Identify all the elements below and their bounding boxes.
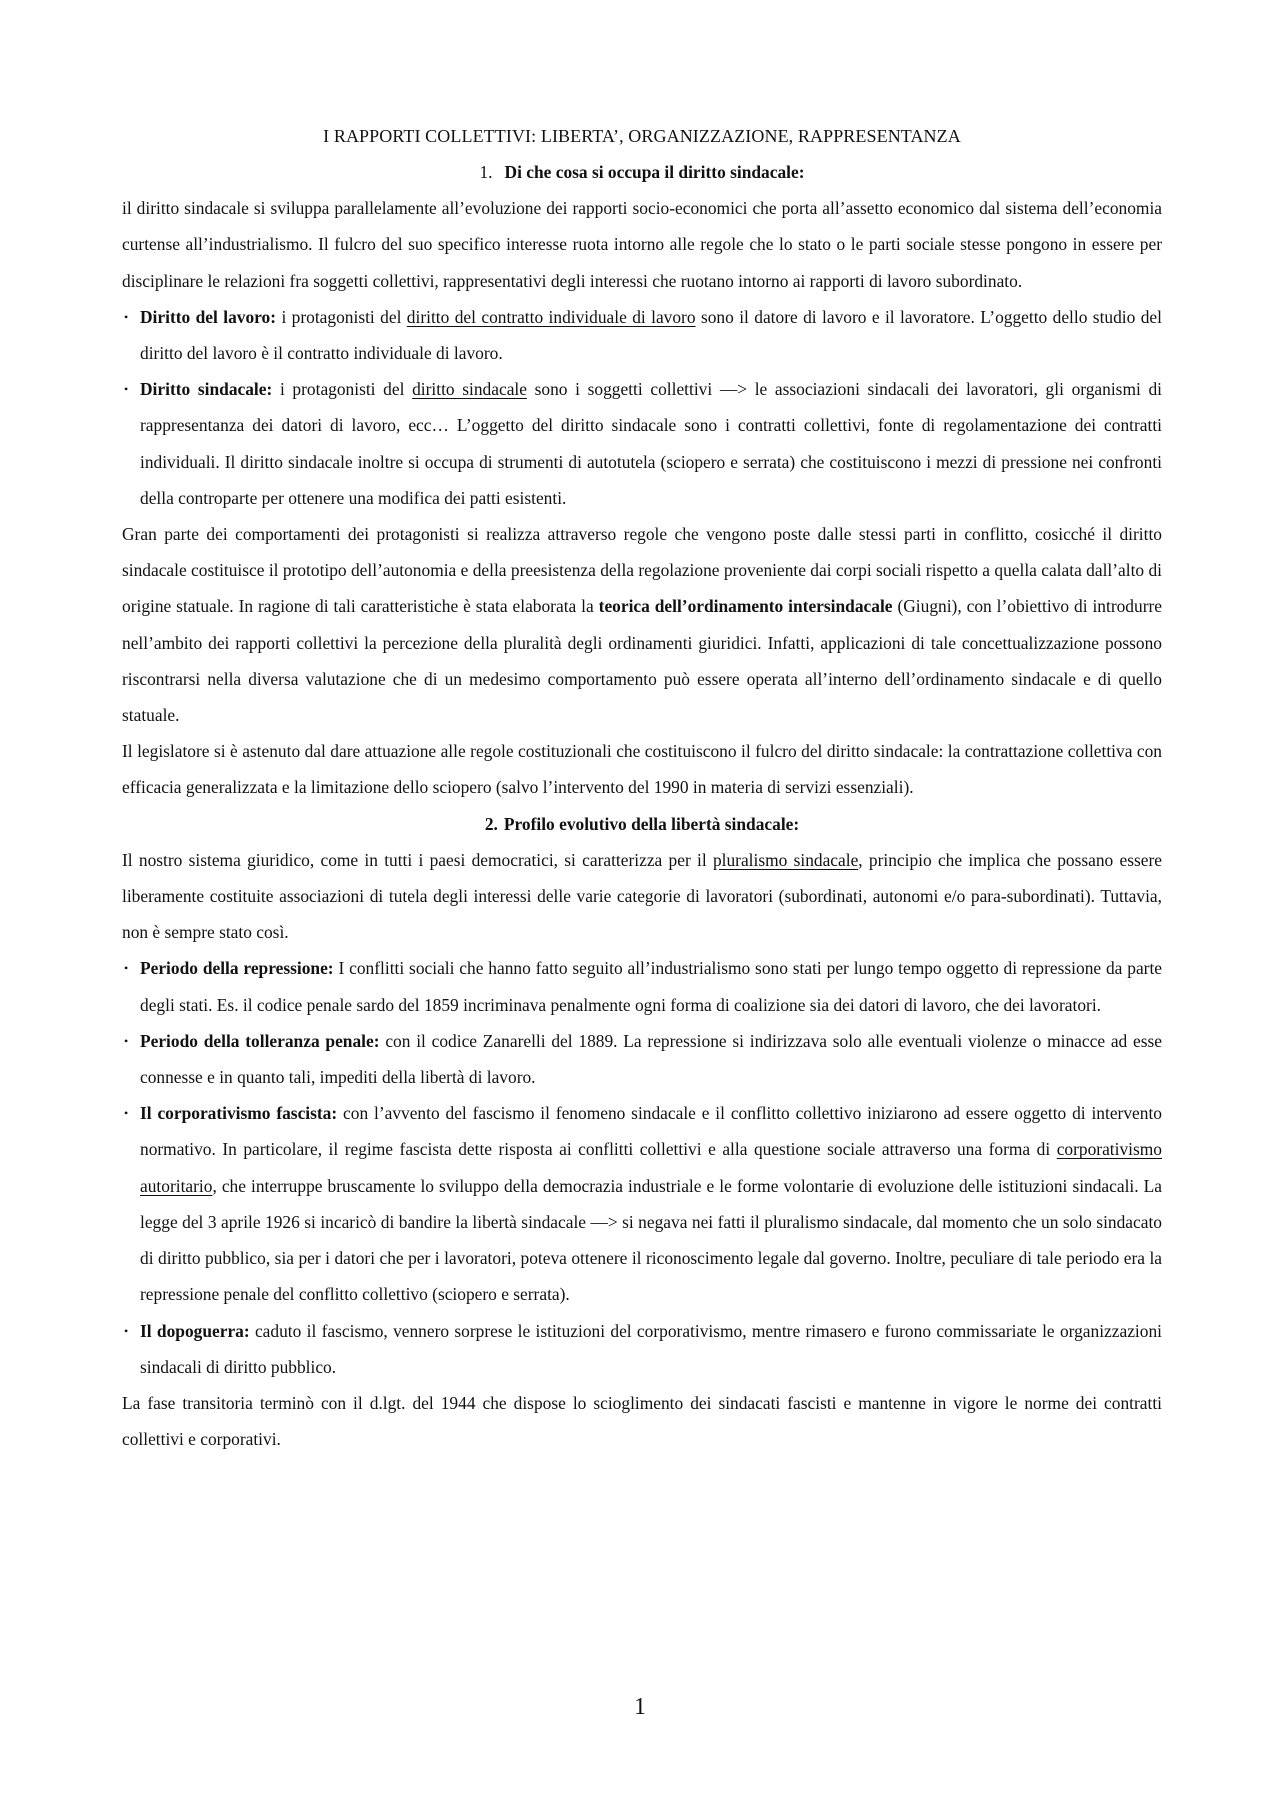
- document-title: I RAPPORTI COLLETTIVI: LIBERTA’, ORGANIZZAZIONE, RAPPRESENTANZA: [323, 126, 961, 146]
- bullet-diritto-del-lavoro: [122, 299, 1162, 371]
- bullet-text: , che interruppe bruscamente lo sviluppo della democrazia industriale e le forme volontarie di evoluzione delle istituzioni sindacali. La legge del 3 aprile 1926 si incaricò di bandire la libertà sindacale —> si negava nei fatti il pluralismo sindacale, dal momento che un solo sindacato di diritto pubblico, sia per i datori che per i lavoratori, poteva ottenere il riconoscimento legale dal governo. Inoltre, peculiare di tale periodo era la repressione penale del conflitto collettivo (sciopero e serrata).: [140, 1175, 1162, 1305]
- bullet-dopoguerra: [122, 1313, 1162, 1385]
- section-1-paragraph-3: Il legislatore si è astenuto dal dare attuazione alle regole costituzionali che costituiscono il fulcro del diritto sindacale: la contrattazione collettiva con efficacia generalizzata e la limitazione dello sciopero (salvo l’intervento del 1990 in materia di servizi essenziali).: [122, 741, 1162, 798]
- paragraph-text: (Giugni), con l’obiettivo di introdurre nell’ambito dei rapporti collettivi la percezione della pluralità degli ordinamenti giuridici. Infatti, applicazioni di tale concettualizzazione possono riscontrarsi nella diversa valutazione che di un medesimo comportamento può essere operata all’interno dell’ordinamento sindacale e di quello statuale.: [122, 596, 1163, 726]
- section-2-heading: [122, 806, 1162, 842]
- paragraph-text: Gran parte dei comportamenti dei protagonisti si realizza attraverso regole che vengono poste dalle stessi parti in conflitto, cosicché il diritto sindacale costituisce il prototipo dell’autonomia e della preesistenza della regolazione proveniente dai corpi sociali rispetto a quella calata dall’alto di origine statuale. In ragione di tali caratteristiche è stata elaborata la: [122, 524, 1162, 617]
- bullet-text: I conflitti sociali che hanno fatto seguito all’industrialismo sono stati per lungo tempo oggetto di repressione da parte degli stati. Es. il codice penale sardo del 1859 incriminava penalmente ogni forma di coalizione sia dei datori di lavoro, che dei lavoratori.: [140, 958, 1163, 1015]
- bullet-icon: •: [124, 1106, 129, 1121]
- bullet-label: Diritto del lavoro:: [140, 306, 277, 327]
- page-number: 1: [634, 1694, 646, 1720]
- bullet-text: sono i soggetti collettivi —> le associazioni sindacali dei lavoratori, gli organismi di rappresentanza dei datori di lavoro, ecc… L’oggetto del diritto sindacale sono i contratti collettivi, fonte di regolamentazione dei contratti individuali. Il diritto sindacale inoltre si occupa di strumenti di autotutela (sciopero e serrata) che costituiscono i mezzi di pressione nei confronti della controparte per ottenere una modifica dei patti esistenti.: [140, 379, 1162, 508]
- bullet-icon: •: [124, 1033, 129, 1048]
- bullet-icon: •: [124, 309, 129, 324]
- bullet-text: con l’avvento del fascismo il fenomeno sindacale e il conflitto collettivo iniziarono ad essere oggetto di intervento normativo. In particolare, il regime fascista dette risposta ai conflitti collettivi e alla questione sociale attraverso una forma di: [140, 1103, 1162, 1160]
- section-1-paragraph-2: [122, 516, 1162, 733]
- bullet-label: Il corporativismo fascista:: [140, 1103, 338, 1124]
- bullet-label: Il dopoguerra:: [140, 1320, 250, 1341]
- bullet-periodo-tolleranza: [122, 1023, 1162, 1095]
- bullet-icon: •: [124, 961, 129, 976]
- bold-term: teorica dell’ordinamento intersindacale: [598, 596, 893, 617]
- bullet-label: Periodo della repressione:: [140, 958, 334, 979]
- section-1-bullet-list: [122, 299, 1162, 516]
- bullet-corporativismo-fascista: [122, 1095, 1162, 1312]
- underlined-term: diritto del contratto individuale di lavoro: [406, 306, 696, 327]
- underlined-term: corporativismo autoritario: [140, 1139, 1162, 1196]
- bullet-text: i protagonisti del: [276, 306, 407, 327]
- section-1-title: Di che cosa si occupa il diritto sindacale:: [504, 162, 805, 182]
- section-2-closing: La fase transitoria terminò con il d.lgt. del 1944 che dispose lo scioglimento dei sindacati fascisti e mantenne in vigore le norme dei contratti collettivi e corporativi.: [122, 1392, 1162, 1450]
- paragraph-text: Il nostro sistema giuridico, come in tutti i paesi democratici, si caratterizza per il: [122, 849, 713, 870]
- section-2-title: Profilo evolutivo della libertà sindacale:: [503, 813, 800, 834]
- paragraph-text: , principio che implica che possano essere liberamente costituite associazioni di tutela degli interessi delle varie categorie di lavoratori (subordinati, autonomi e/o para-subordinati). Tuttavia, non è sempre stato così.: [122, 849, 1162, 943]
- underlined-term: diritto sindacale: [412, 379, 527, 400]
- section-2-bullet-list: [122, 950, 1162, 1384]
- section-2-number: 2.: [484, 813, 498, 834]
- underlined-term: pluralismo sindacale: [712, 849, 859, 870]
- section-1-heading: [122, 154, 1162, 190]
- bullet-label: Periodo della tolleranza penale:: [140, 1030, 380, 1051]
- bullet-text: sono il datore di lavoro e il lavoratore. L’oggetto dello studio del diritto del lavoro è il contratto individuale di lavoro.: [140, 306, 1162, 364]
- section-1-number: 1.: [479, 162, 493, 182]
- bullet-label: Diritto sindacale:: [140, 379, 273, 400]
- bullet-icon: •: [124, 382, 129, 397]
- bullet-text: con il codice Zanarelli del 1889. La repressione si indirizzava solo alle eventuali violenze o minacce ad esse connesse e in quanto tali, impediti della libertà di lavoro.: [140, 1030, 1163, 1088]
- bullet-diritto-sindacale: [122, 371, 1162, 516]
- section-1-intro: il diritto sindacale si sviluppa parallelamente all’evoluzione dei rapporti socio-economici che porta all’assetto economico dal sistema dell’economia curtense all’industrialismo. Il fulcro del suo specifico interesse ruota intorno alle regole che lo stato o le parti sociale stesse pongono in essere per disciplinare le relazioni fra soggetti collettivi, rappresentativi degli interessi che ruotano intorno ai rapporti di lavoro subordinato.: [122, 198, 1162, 291]
- bullet-text: i protagonisti del: [272, 379, 413, 400]
- section-2-intro: [122, 842, 1162, 951]
- bullet-icon: •: [124, 1323, 129, 1338]
- bullet-text: caduto il fascismo, vennero sorprese le istituzioni del corporativismo, mentre rimasero e furono commissariate le organizzazioni sindacali di diritto pubblico.: [140, 1320, 1162, 1377]
- bullet-periodo-repressione: [122, 950, 1162, 1022]
- document-page: [122, 118, 1162, 1457]
